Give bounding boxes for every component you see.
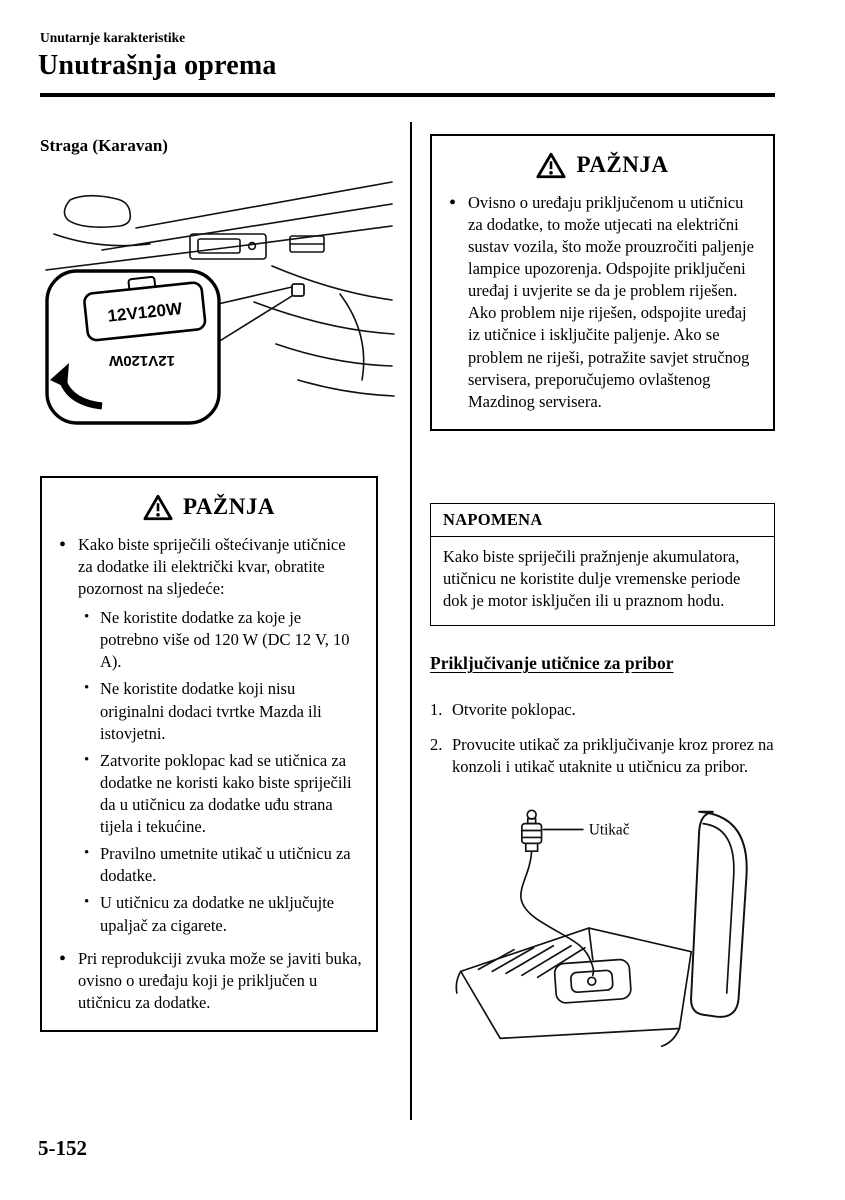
warning-sublist-item: • Ne koristite dodatke za koje je potrebno više od 120 W (DC 12 V, 10 A). (80, 607, 362, 673)
warning-title: PAŽNJA (182, 494, 275, 519)
section-heading-straga: Straga (Karavan) (40, 136, 168, 155)
page-number: 5-152 (38, 1136, 87, 1160)
step-number: 1. (430, 700, 443, 719)
note-box (430, 503, 775, 626)
warning-box-left (40, 476, 378, 1032)
warning-title-row (446, 150, 759, 181)
subsection-heading: Priključivanje utičnice za pribor (430, 653, 674, 673)
title-rule (40, 93, 775, 97)
page-title: Unutrašnja oprema (38, 50, 277, 81)
note-title: NAPOMENA (431, 504, 774, 537)
step-number: 2. (430, 735, 443, 755)
warning-sublist-item: • U utičnicu za dodatke ne uključujte upaljač za cigarete. (80, 892, 362, 936)
warning-box-right (430, 134, 775, 431)
warning-item-text: Pri reprodukciji zvuka može se javiti buka, ovisno o uređaju koji je priključen u utičnicu za dodatke. (78, 948, 362, 1012)
column-divider (410, 122, 412, 1120)
warning-triangle-icon (536, 152, 566, 179)
warning-title-row (56, 492, 362, 523)
procedure-step (430, 699, 775, 721)
plug-console-illustration (445, 800, 775, 1060)
step-text: Provucite utikač za priključivanje kroz prorez na konzoli i utikač utaknite u utičnicu za pribor. (452, 735, 774, 777)
warning-triangle-icon (143, 494, 173, 521)
warning-title: PAŽNJA (576, 152, 669, 177)
socket-cover-label-mirrored: 12V120W (109, 352, 175, 369)
accessory-socket-marker (292, 284, 304, 296)
plug-cord (521, 851, 591, 961)
plug-label: Utikač (588, 821, 630, 839)
socket-cover-label: 12V120W (106, 299, 183, 326)
breadcrumb: Unutarnje karakteristike (40, 30, 186, 45)
warning-item-text: Ovisno o uređaju priključenom u utičnicu za dodatke, to može utjecati na električni sustav vozila, što može prouzročiti paljenje lampice upozorenja. Odspojite priključeni uređaj i uvjerite se da je problem riješen. Ako problem nije riješen, odspojite uređaj iz utičnice i isključite paljenje. Ako se problem ne riješi, potražite savjet stručnog servisera, preporučujemo ovlaštenog Mazdinog servisera. (468, 192, 754, 411)
console-lid-open (691, 812, 747, 1017)
cargo-area-illustration (40, 174, 396, 466)
warning-list-item (446, 192, 759, 413)
procedure-steps (430, 686, 775, 778)
warning-sublist-item: • Ne koristite dodatke koji nisu originalni dodaci tvrtke Mazda ili istovjetni. (80, 678, 362, 744)
note-text: Kako biste spriječili pražnjenje akumulatora, utičnicu ne koristite dulje vremenske periode dok je motor isključen ili u praznom hodu. (443, 547, 741, 611)
warning-sublist-item: • Zatvorite poklopac kad se utičnica za dodatke ne koristi kako biste spriječili da u utičnicu za dodatke uđu strana tijela i tekućine. (80, 750, 362, 838)
warning-list (446, 192, 759, 413)
step-text: Otvorite poklopac. (452, 700, 576, 719)
console-body (461, 928, 692, 1038)
plug-console-sketch (456, 810, 746, 1046)
warning-sublist (80, 607, 362, 937)
warning-item-text: Kako biste spriječili oštećivanje utičnice za dodatke ili električki kvar, obratite pozornost na sljedeće: (78, 534, 346, 599)
warning-list-item (56, 948, 362, 1014)
procedure-step (430, 734, 775, 778)
warning-list (56, 534, 362, 1014)
warning-sublist-item: • Pravilno umetnite utikač u utičnicu za dodatke. (80, 843, 362, 887)
warning-list-item (56, 534, 362, 937)
plug-body (522, 824, 542, 844)
